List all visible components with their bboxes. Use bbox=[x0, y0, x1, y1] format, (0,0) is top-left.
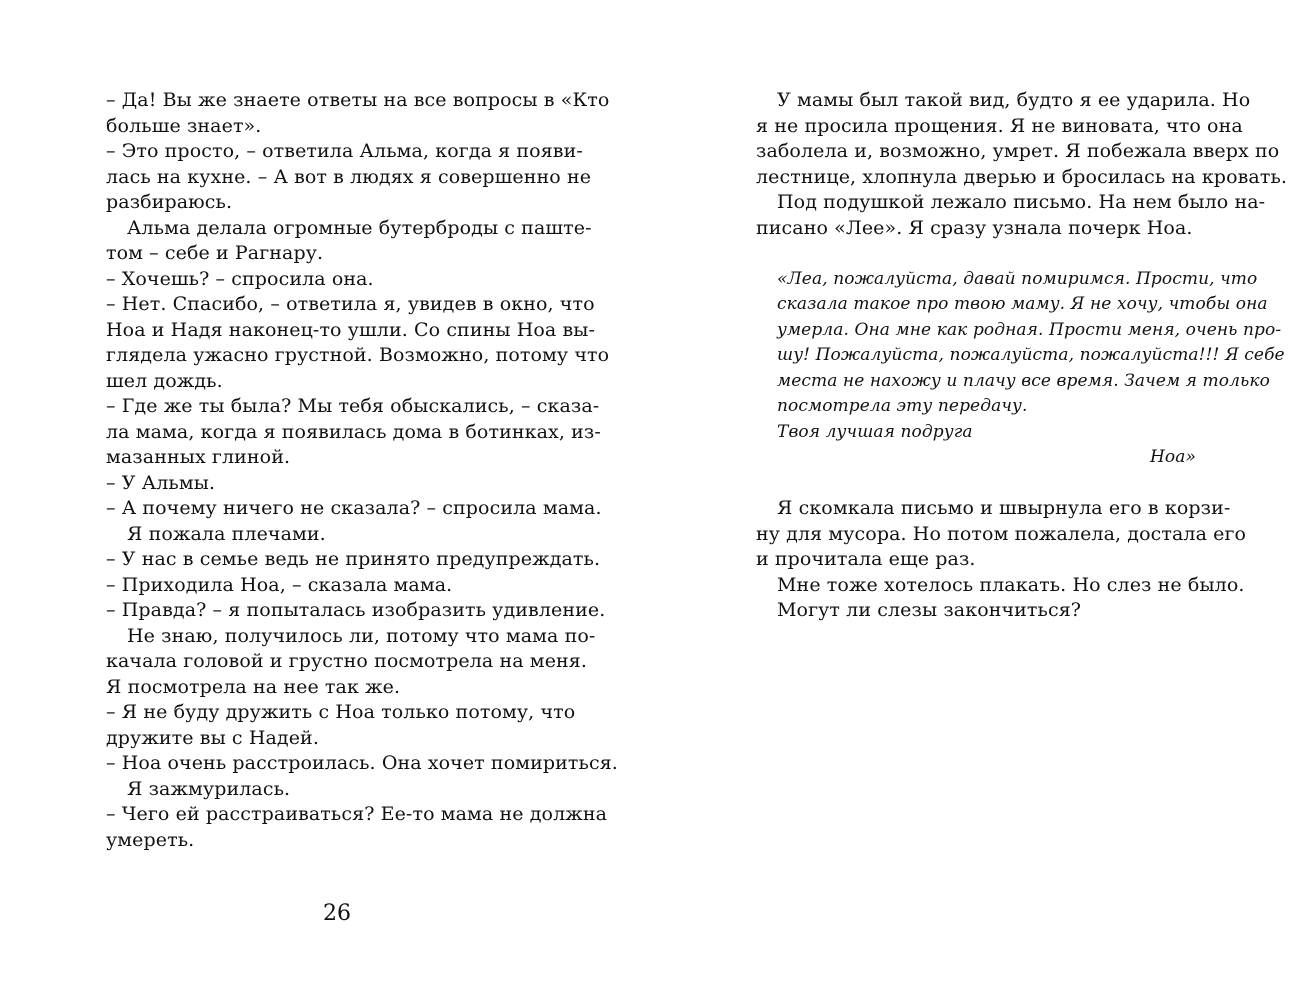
paragraph-gap bbox=[756, 471, 1196, 497]
text-line: – Да! Вы же знаете ответы на все вопросы в «Кто bbox=[106, 89, 610, 111]
text-line: Не знаю, получилось ли, потому что мама по- bbox=[127, 624, 596, 647]
text-line: шел дождь. bbox=[106, 369, 223, 392]
letter-signature-name: Ноа» bbox=[1150, 447, 1196, 467]
text-line: – Чего ей расстраиваться? Ее-то мама не должна bbox=[106, 803, 608, 825]
text-line: качала головой и грустно посмотрела на меня. bbox=[106, 650, 588, 672]
text-line: Я пожала плечами. bbox=[127, 522, 326, 545]
right-page-text bbox=[756, 88, 1288, 624]
text-line: – Приходила Ноа, – сказала мама. bbox=[106, 573, 453, 596]
text-line: – А почему ничего не сказала? – спросила мама. bbox=[106, 497, 602, 519]
letter-line: шу! Пожалуйста, пожалуйста, пожалуйста!!! Я себе bbox=[777, 345, 1285, 365]
text-line: Я скомкала письмо и швырнула его в корзи- bbox=[777, 497, 1231, 519]
text-line: – У нас в семье ведь не принято предупреждать. bbox=[106, 548, 601, 570]
letter-line: посмотрела эту передачу. bbox=[777, 396, 1028, 416]
letter-line: сказала такое про твою маму. Я не хочу, чтобы она bbox=[777, 294, 1268, 314]
text-line: Альма делала огромные бутерброды с паште- bbox=[127, 216, 592, 239]
text-line: – Хочешь? – спросила она. bbox=[106, 267, 374, 290]
page-number: 26 bbox=[323, 901, 351, 926]
text-line: ну для мусора. Но потом пожалела, достала его bbox=[756, 522, 1247, 545]
text-line: – Где же ты была? Мы тебя обыскались, – сказа- bbox=[106, 395, 600, 417]
text-line: – У Альмы. bbox=[106, 471, 216, 494]
text-line: умереть. bbox=[106, 828, 195, 851]
text-line: – Нет. Спасибо, – ответила я, увидев в окно, что bbox=[106, 293, 595, 315]
text-line: лась на кухне. – А вот в людях я совершенно не bbox=[106, 165, 592, 188]
text-line: лестнице, хлопнула дверью и бросилась на кровать. bbox=[756, 165, 1288, 188]
letter-line: места не нахожу и плачу все время. Зачем я только bbox=[777, 370, 1270, 391]
text-line: больше знает». bbox=[106, 114, 262, 137]
letter-block bbox=[756, 267, 1285, 471]
text-line: ла мама, когда я появилась дома в ботинках, из- bbox=[106, 420, 601, 443]
letter-line: умерла. Она мне как родная. Прости меня, очень про- bbox=[777, 319, 1282, 340]
text-line: Могут ли слезы закончиться? bbox=[777, 599, 1082, 621]
text-line: писано «Лее». Я сразу узнала почерк Ноа. bbox=[756, 216, 1193, 239]
letter-line: «Леа, пожалуйста, давай помиримся. Прости, что bbox=[777, 268, 1258, 289]
text-line: – Ноа очень расстроилась. Она хочет помириться. bbox=[106, 752, 618, 774]
text-line: Мне тоже хотелось плакать. Но слез не было. bbox=[777, 573, 1245, 596]
paragraph-gap bbox=[756, 241, 1196, 267]
text-line: Ноа и Надя наконец-то ушли. Со спины Ноа вы- bbox=[106, 318, 596, 341]
text-line: Под подушкой лежало письмо. На нем было на- bbox=[777, 191, 1266, 213]
text-line: Я посмотрела на нее так же. bbox=[106, 675, 401, 698]
text-line: я не просила прощения. Я не виновата, что она bbox=[756, 114, 1243, 137]
text-line: Я зажмурилась. bbox=[127, 777, 291, 800]
right-page bbox=[756, 0, 1288, 1000]
text-line: дружите вы с Надей. bbox=[106, 726, 319, 749]
text-line: и прочитала еще раз. bbox=[756, 548, 976, 570]
text-line: – Правда? – я попыталась изобразить удивление. bbox=[106, 599, 606, 621]
text-line: мазанных глиной. bbox=[106, 446, 291, 468]
text-line: глядела ужасно грустной. Возможно, потому что bbox=[106, 344, 610, 366]
text-line: У мамы был такой вид, будто я ее ударила. Но bbox=[777, 89, 1251, 111]
letter-signature-line: Твоя лучшая подруга bbox=[777, 421, 973, 442]
text-line: – Это просто, – ответила Альма, когда я появи- bbox=[106, 140, 583, 162]
text-line: разбираюсь. bbox=[106, 191, 233, 213]
left-page-text bbox=[106, 88, 618, 853]
left-page bbox=[106, 0, 618, 1000]
text-line: заболела и, возможно, умрет. Я побежала вверх по bbox=[756, 140, 1280, 162]
text-line: – Я не буду дружить с Ноа только потому, что bbox=[106, 701, 576, 723]
text-line: том – себе и Рагнару. bbox=[106, 242, 324, 264]
